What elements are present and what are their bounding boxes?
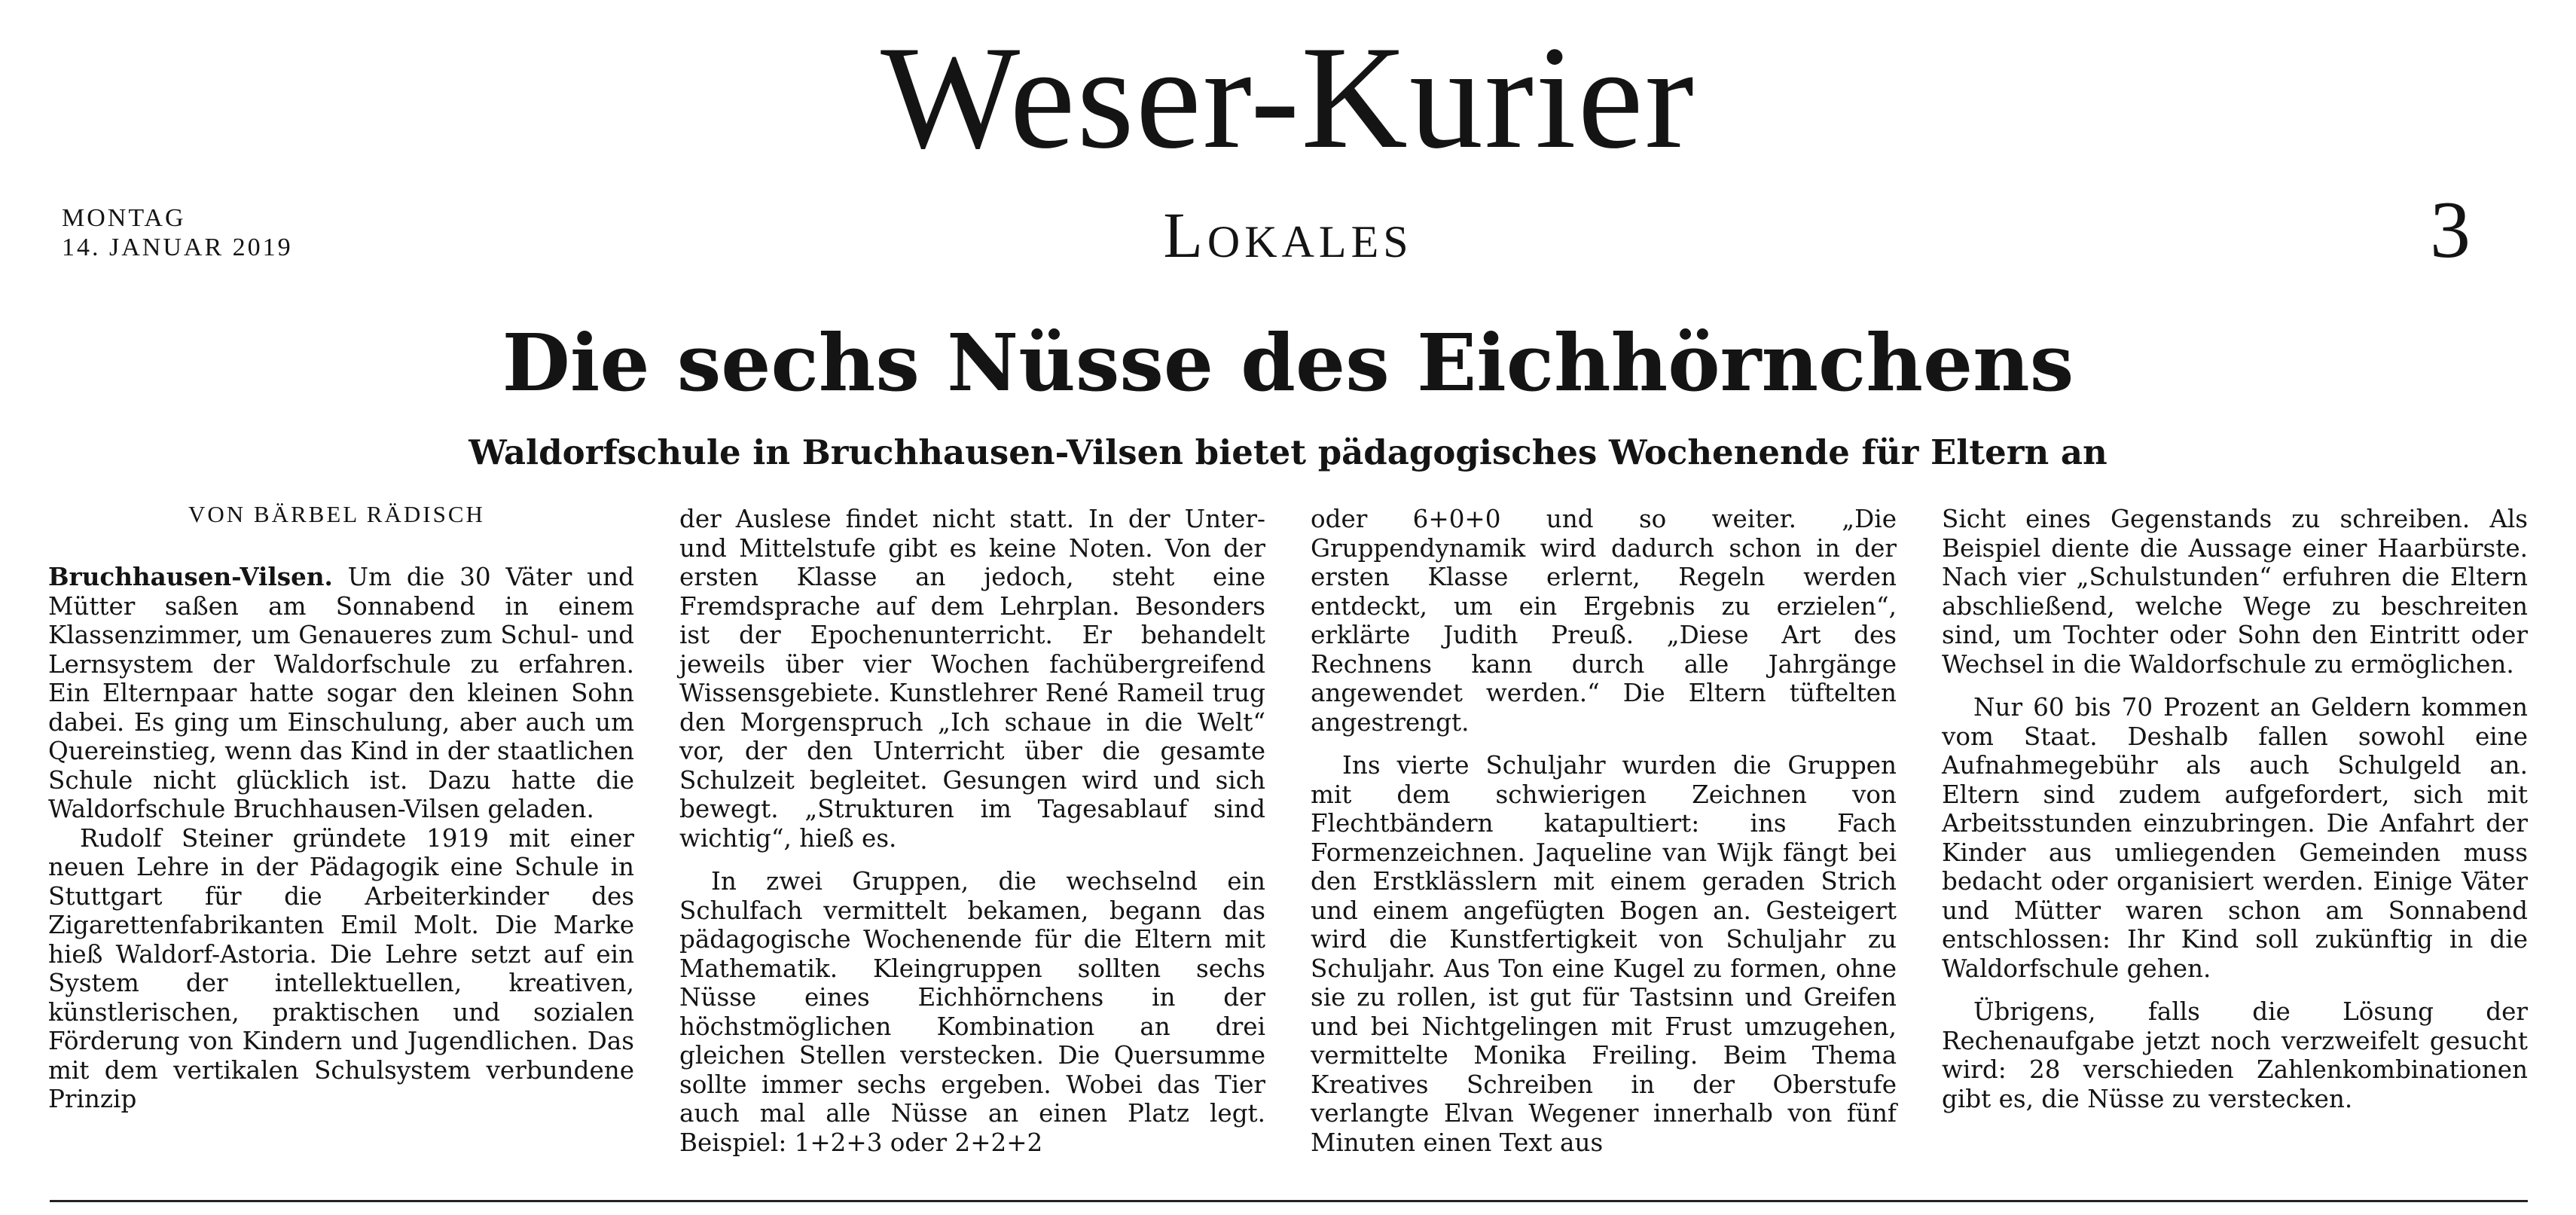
masthead-title: Weser-Kurier [881,16,1695,179]
article-column-3 [1311,505,1897,1157]
paragraph: Ins vierte Schuljahr wurden die Gruppen mit dem schwierigen Zeichnen von Flechtbändern katapultiert: ins Fach Formenzeichnen. Jaqueline van Wijk fängt bei den Erstklässlern mit einem geraden Strich und einem angefügten Bogen an. Gesteigert wird die Kunstfertigkeit von Schuljahr zu Schuljahr. Aus Ton eine Kugel zu formen, ohne sie zu rollen, ist gut für Tastsinn und Greifen und bei Nichtgelingen mit Frust umzugehen, vermittelte Monika Freiling. Beim Thema Kreatives Schreiben in der Oberstufe verlangte Elvan Wegener innerhalb von fünf Minuten einen Text aus [1311,751,1897,1157]
paragraph [48,563,634,824]
paragraph: Nur 60 bis 70 Prozent an Geldern kommen vom Staat. Deshalb fallen sowohl eine Aufnahmegebühr als auch Schulgeld an. Eltern sind zudem aufgefordert, sich mit Arbeitsstunden einzubringen. Die Anfahrt der Kinder aus umliegenden Gemeinden muss bedacht oder organisiert werden. Einige Väter und Mütter waren schon am Sonnabend entschlossen: Ihr Kind soll zukünftig in die Waldorfschule gehen. [1942,693,2528,983]
paragraph: In zwei Gruppen, die wechselnd ein Schulfach vermittelt bekamen, begann das pädagogische Wochenende für die Eltern mit Mathematik. Kleingruppen sollten sechs Nüsse eines Eichhörnchens in der höchstmöglichen Kombination an drei gleichen Stellen verstecken. Die Quersumme sollte immer sechs ergeben. Wobei das Tier auch mal alle Nüsse an einen Platz legt. Beispiel: 1+2+3 oder 2+2+2 [679,867,1265,1157]
paragraph: der Auslese findet nicht statt. In der Unter- und Mittelstufe gibt es keine Noten. Von der ersten Klasse an jedoch, steht eine Fremdsprache auf dem Lehrplan. Besonders ist der Epochenunterricht. Er behandelt jeweils über vier Wochen fachübergreifend Wissensgebiete. Kunstlehrer René Rameil trug den Morgenspruch „Ich schaue in die Welt“ vor, der den Unterricht über die gesamte Schulzeit begleitet. Gesungen wird und sich bewegt. „Strukturen im Tagesablauf sind wichtig“, hieß es. [679,505,1265,853]
dateline-date: 14. JANUAR 2019 [62,234,293,261]
article-subheadline: Waldorfschule in Bruchhausen-Vilsen bietet pädagogisches Wochenende für Eltern an [469,432,2107,472]
paragraph: Sicht eines Gegenstands zu schreiben. Als Beispiel diente die Aussage einer Haarbürste. Nach vier „Schulstunden“ erfuhren die Eltern abschließend, welche Wege zu beschreiten sind, um Tochter oder Sohn den Eintritt oder Wechsel in die Waldorfschule zu ermöglichen. [1942,505,2528,679]
dateline-weekday: MONTAG [62,204,186,232]
article-column-4 [1942,505,2528,1113]
article-byline: VON BÄRBEL RÄDISCH [188,501,485,527]
article-headline: Die sechs Nüsse des Eichhörnchens [502,316,2074,409]
article-column-2 [679,505,1265,1157]
dateline-place: Bruchhausen-Vilsen. [48,562,333,591]
article-column-1 [48,563,634,1114]
page-number: 3 [2430,185,2471,275]
paragraph: Übrigens, falls die Lösung der Rechenaufgabe jetzt noch verzweifelt gesucht wird: 28 verschieden Zahlenkombinationen gibt es, die Nüsse zu verstecken. [1942,997,2528,1113]
paragraph: oder 6+0+0 und so weiter. „Die Gruppendynamik wird dadurch schon in der ersten Klasse erlernt, Regeln werden entdeckt, um ein Ergebnis zu erzielen“, erklärte Judith Preuß. „Diese Art des Rechnens kann durch alle Jahrgänge angewendet werden.“ Die Eltern tüftelten angestrengt. [1311,505,1897,737]
paragraph-text: Um die 30 Väter und Mütter saßen am Sonnabend in einem Klassenzimmer, um Genaueres zum Schul- und Lernsystem der Waldorfschule zu erfahren. Ein Elternpaar hatte sogar den kleinen Sohn dabei. Es ging um Einschulung, aber auch um Quereinstieg, wenn das Kind in der staatlichen Schule nicht glücklich ist. Dazu hatte die Waldorfschule Bruchhausen-Vilsen geladen. [48,563,634,823]
paragraph: Rudolf Steiner gründete 1919 mit einer neuen Lehre in der Pädagogik eine Schule in Stuttgart für die Arbeiterkinder des Zigarettenfabrikanten Emil Molt. Die Marke hieß Waldorf-Astoria. Die Lehre setzt auf ein System der intellektuellen, kreativen, künstlerischen, praktischen und sozialen Förderung von Kindern und Jugendlichen. Das mit dem vertikalen Schulsystem verbundene Prinzip [48,823,634,1113]
section-title: Lokales [1163,199,1413,271]
bottom-rule [50,1200,2528,1202]
